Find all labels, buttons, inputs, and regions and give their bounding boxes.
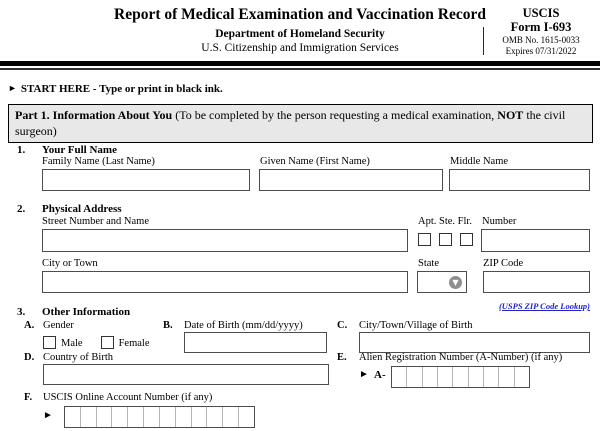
- birth-country-label: Country of Birth: [43, 352, 113, 363]
- form-title: Report of Medical Examination and Vaccination Record: [114, 6, 486, 23]
- comb-cell[interactable]: [65, 407, 80, 427]
- a-number-label: Alien Registration Number (A-Number) (if any): [359, 352, 563, 363]
- zip-label: ZIP Code: [483, 258, 524, 269]
- comb-cell[interactable]: [175, 407, 191, 427]
- uscis-account-arrow-icon: ►: [43, 410, 53, 421]
- male-checkbox[interactable]: [43, 336, 56, 349]
- ste-checkbox[interactable]: [439, 233, 452, 246]
- comb-cell[interactable]: [143, 407, 159, 427]
- header-divider: [483, 27, 484, 55]
- part1-title: Part 1. Information About You: [15, 108, 176, 122]
- state-select[interactable]: [417, 271, 467, 293]
- unit-number-label: Number: [482, 216, 517, 227]
- comb-cell[interactable]: [392, 367, 406, 387]
- comb-cell[interactable]: [452, 367, 467, 387]
- flr-checkbox[interactable]: [460, 233, 473, 246]
- comb-cell[interactable]: [159, 407, 175, 427]
- uscis-account-label: USCIS Online Account Number (if any): [43, 392, 213, 403]
- item3a-letter: A.: [24, 320, 35, 331]
- start-here-text: START HERE - Type or print in black ink.: [20, 83, 223, 95]
- agency-line: U.S. Citizenship and Immigration Services: [201, 42, 399, 54]
- item3d-letter: D.: [24, 352, 35, 363]
- dob-label: Date of Birth (mm/dd/yyyy): [184, 320, 303, 331]
- gender-label: Gender: [43, 320, 74, 331]
- zip-link-wrap: [483, 296, 590, 314]
- comb-cell[interactable]: [238, 407, 254, 427]
- birth-city-input[interactable]: [359, 332, 590, 353]
- omb-number: OMB No. 1615-0033: [502, 34, 580, 45]
- zip-input[interactable]: [483, 271, 590, 293]
- item3-title: Other Information: [42, 306, 131, 318]
- part1-desc-post: the civil surgeon): [15, 108, 566, 139]
- item2-number: 2.: [17, 203, 26, 215]
- unit-type-label: Apt. Ste. Flr.: [418, 216, 472, 227]
- form-number: Form I-693: [510, 20, 572, 35]
- comb-cell[interactable]: [498, 367, 513, 387]
- item1-title: Your Full Name: [42, 144, 117, 156]
- middle-name-label: Middle Name: [450, 156, 509, 167]
- birth-country-input[interactable]: [43, 364, 329, 385]
- comb-cell[interactable]: [437, 367, 452, 387]
- street-label: Street Number and Name: [42, 216, 150, 227]
- item3f-letter: F.: [24, 392, 33, 403]
- item3e-letter: E.: [337, 352, 347, 363]
- header-rule-thick: [0, 61, 600, 66]
- part1-desc-pre: (To be completed by the person requesting a medical examination,: [175, 108, 498, 122]
- middle-name-input[interactable]: [449, 169, 590, 191]
- street-input[interactable]: [42, 229, 408, 252]
- start-here-line: [8, 83, 223, 95]
- expiration-date: Expires 07/31/2022: [505, 46, 577, 57]
- gender-options: [43, 333, 167, 351]
- state-dropdown-icon[interactable]: ▼: [449, 276, 462, 289]
- male-label: Male: [61, 338, 83, 349]
- item3c-letter: C.: [337, 320, 348, 331]
- given-name-label: Given Name (First Name): [260, 156, 370, 167]
- uscis-account-comb-field[interactable]: [64, 406, 255, 428]
- comb-cell[interactable]: [406, 367, 421, 387]
- city-label: City or Town: [42, 258, 98, 269]
- female-checkbox[interactable]: [101, 336, 114, 349]
- item3b-letter: B.: [163, 320, 173, 331]
- family-name-label: Family Name (Last Name): [42, 156, 155, 167]
- item1-number: 1.: [17, 144, 26, 156]
- uscis-label: USCIS: [522, 6, 560, 20]
- a-number-arrow-icon: ►: [359, 369, 369, 380]
- usps-zip-lookup-link[interactable]: (USPS ZIP Code Lookup): [498, 301, 590, 311]
- comb-cell[interactable]: [206, 407, 222, 427]
- start-here-arrow-icon: ►: [8, 83, 17, 93]
- given-name-input[interactable]: [259, 169, 443, 191]
- birth-city-label: City/Town/Village of Birth: [359, 320, 473, 331]
- item3-number: 3.: [17, 306, 26, 318]
- item2-title: Physical Address: [42, 203, 122, 215]
- part1-desc-not: NOT: [497, 108, 524, 122]
- comb-cell[interactable]: [468, 367, 483, 387]
- header-rule-thin: [0, 68, 600, 70]
- female-label: Female: [118, 338, 150, 349]
- family-name-input[interactable]: [42, 169, 250, 191]
- comb-cell[interactable]: [111, 407, 127, 427]
- comb-cell[interactable]: [222, 407, 238, 427]
- apt-checkbox[interactable]: [418, 233, 431, 246]
- form-number-block: [485, 6, 597, 58]
- comb-cell[interactable]: [80, 407, 96, 427]
- comb-cell[interactable]: [127, 407, 143, 427]
- unit-number-input[interactable]: [481, 229, 590, 252]
- a-number-comb-field[interactable]: [391, 366, 530, 388]
- dob-input[interactable]: [184, 332, 327, 353]
- comb-cell[interactable]: [96, 407, 112, 427]
- comb-cell[interactable]: [483, 367, 498, 387]
- comb-cell[interactable]: [191, 407, 207, 427]
- part1-header: [8, 104, 593, 143]
- state-label: State: [418, 258, 439, 269]
- city-input[interactable]: [42, 271, 408, 293]
- comb-cell[interactable]: [514, 367, 529, 387]
- comb-cell[interactable]: [422, 367, 437, 387]
- a-number-prefix: A-: [374, 369, 386, 381]
- department-line: Department of Homeland Security: [215, 28, 385, 40]
